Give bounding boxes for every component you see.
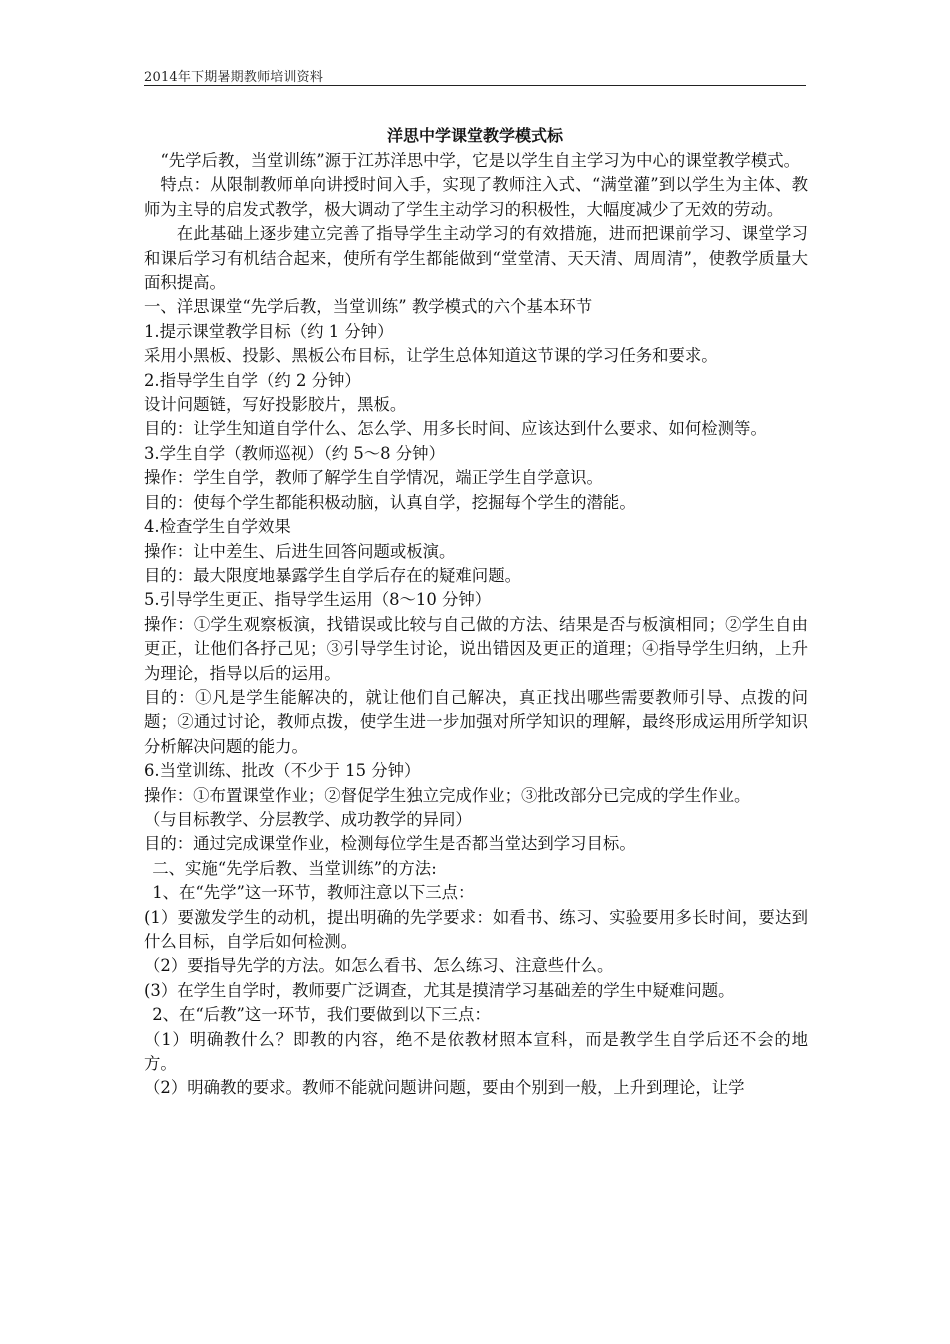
- step-heading: 5.引导学生更正、指导学生运用（8～10 分钟）: [144, 590, 492, 610]
- paragraph: （1）明确教什么？即教的内容，绝不是依教材照本宣科，而是教学生自学后还不会的地方。: [144, 1029, 808, 1074]
- page-header: 2014年下期暑期教师培训资料: [144, 70, 324, 85]
- paragraph: (1）要激发学生的动机，提出明确的先学要求：如看书、练习、实验要用多长时间，要达到什么目标，自学后如何检测。: [144, 907, 808, 951]
- paragraph: 操作：学生自学，教师了解学生自学情况，端正学生自学意识。: [144, 468, 603, 488]
- paragraph: 设计问题链，写好投影胶片，黑板。: [144, 395, 407, 415]
- paragraph: 操作：①学生观察板演，找错误或比较与自己做的方法、结果是否与板演相同；②学生自由更正，让他们各抒己见；③引导学生讨论，说出错因及更正的道理；④指导学生归纳，上升为理论，指导以后的运用。: [144, 614, 808, 683]
- step-heading: 6.当堂训练、批改（不少于 15 分钟）: [144, 761, 421, 781]
- paragraph: 操作：让中差生、后进生回答问题或板演。: [144, 541, 456, 561]
- header-divider: [144, 85, 806, 86]
- paragraph: （2）要指导先学的方法。如怎么看书、怎么练习、注意些什么。: [144, 956, 614, 976]
- document-title: 洋思中学课堂教学模式标: [386, 126, 563, 145]
- paragraph: 特点：从限制教师单向讲授时间入手，实现了教师注入式、“满堂灌”到以学生为主体、教师为主导的启发式教学，极大调动了学生主动学习的积极性，大幅度减少了无效的劳动。: [144, 175, 808, 219]
- subsection-heading: 2、在“后教”这一环节，我们要做到以下三点：: [152, 1005, 491, 1025]
- step-heading: 1.提示课堂教学目标（约 1 分钟）: [144, 321, 394, 341]
- paragraph: 操作：①布置课堂作业；②督促学生独立完成作业；③批改部分已完成的学生作业。: [144, 785, 751, 805]
- section-heading: 一、洋思课堂“先学后教，当堂训练” 教学模式的六个基本环节: [144, 297, 593, 317]
- paragraph: “先学后教，当堂训练”源于江苏洋思中学，它是以学生自主学习为中心的课堂教学模式。: [160, 151, 800, 170]
- paragraph: 目的：①凡是学生能解决的，就让他们自己解决，真正找出哪些需要教师引导、点拨的问题；②通过讨论，教师点拨，使学生进一步加强对所学知识的理解，最终形成运用所学知识分析解决问题的能力。: [144, 687, 808, 756]
- paragraph: 目的：最大限度地暴露学生自学后存在的疑难问题。: [144, 565, 521, 585]
- step-heading: 2.指导学生自学（约 2 分钟）: [144, 370, 361, 390]
- paragraph: 目的：使每个学生都能积极动脑，认真自学，挖掘每个学生的潜能。: [144, 492, 636, 512]
- paragraph: 目的：让学生知道自学什么、怎么学、用多长时间、应该达到什么要求、如何检测等。: [144, 419, 767, 439]
- document-body: [144, 149, 808, 1101]
- paragraph: （2）明确教的要求。教师不能就问题讲问题，要由个别到一般，上升到理论，让学: [144, 1078, 745, 1098]
- paragraph: 采用小黑板、投影、黑板公布目标，让学生总体知道这节课的学习任务和要求。: [144, 346, 718, 366]
- section-heading: 二、实施“先学后教、当堂训练”的方法:: [152, 858, 437, 878]
- paragraph: 在此基础上逐步建立完善了指导学生主动学习的有效措施，进而把课前学习、课堂学习和课后学习有机结合起来，使所有学生都能做到“堂堂清、天天清、周周清”，使教学质量大面积提高。: [144, 224, 808, 293]
- step-heading: 4.检查学生自学效果: [144, 517, 291, 537]
- subsection-heading: 1、在“先学”这一环节，教师注意以下三点：: [152, 883, 475, 903]
- paragraph: 目的：通过完成课堂作业，检测每位学生是否都当堂达到学习目标。: [144, 834, 636, 854]
- step-heading: 3.学生自学（教师巡视）（约 5～8 分钟）: [144, 443, 445, 463]
- paragraph: （与目标教学、分层教学、成功教学的异同）: [144, 809, 472, 829]
- paragraph: (3）在学生自学时，教师要广泛调查，尤其是摸清学习基础差的学生中疑难问题。: [144, 980, 735, 1000]
